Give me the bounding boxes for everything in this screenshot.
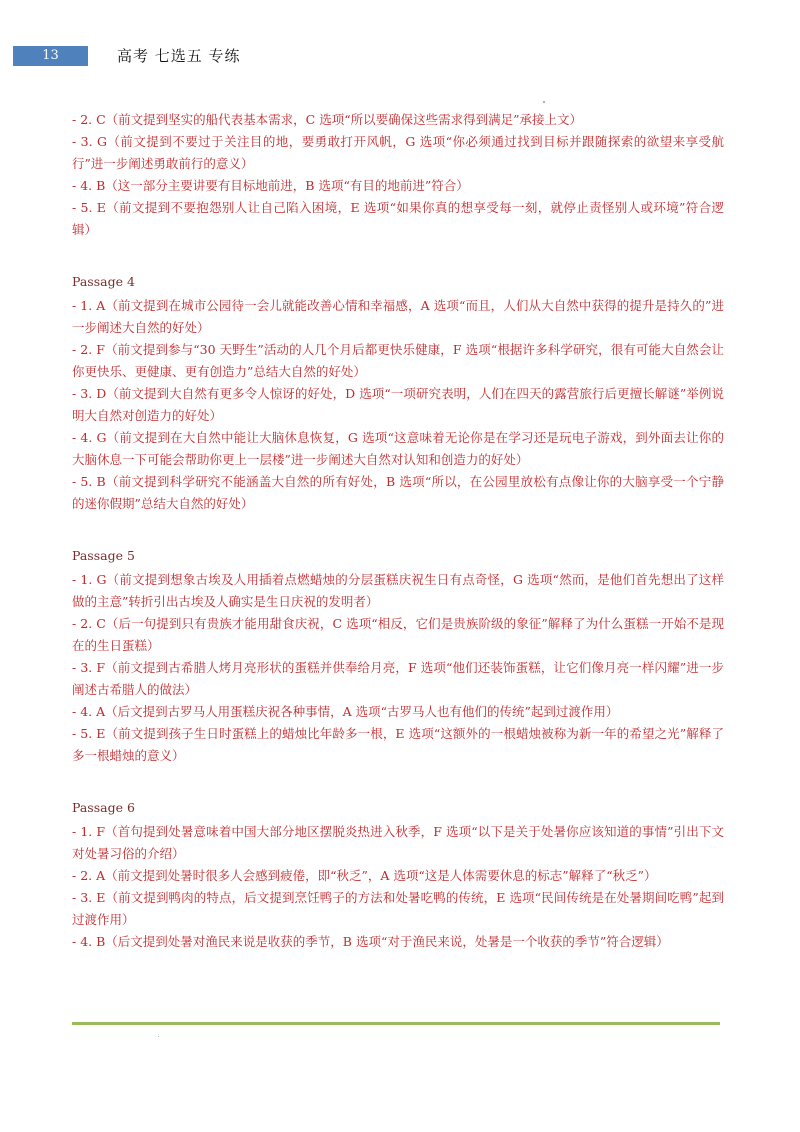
answer-item: - 2. F（前文提到参与“30 天野生”活动的人几个月后都更快乐健康，F 选项“根据许多科学研究，很有可能大自然会让你更快乐、更健康、更有创造力”总结大自然的好处） [72,342,724,379]
passage-title: Passage 4 [72,274,135,289]
answer-item: - 1. G（前文提到想象古埃及人用插着点燃蜡烛的分层蛋糕庆祝生日有点奇怪，G 选项“然而，是他们首先想出了这样做的主意”转折引出古埃及人确实是生日庆祝的发明者） [72,572,724,609]
page-number: 13 [13,46,88,66]
decorative-dot [158,1036,159,1037]
answer-item: - 2. A（前文提到处暑时很多人会感到疲倦，即“秋乏”，A 选项“这是人体需要休息的标志”解释了“秋乏”） [72,868,657,883]
section-passage-3-continued [72,109,724,241]
answer-item: - 2. C（前文提到坚实的船代表基本需求，C 选项“所以要确保这些需求得到满足”承接上文） [72,112,582,127]
answer-item: - 4. A（后文提到古罗马人用蛋糕庆祝各种事情，A 选项“古罗马人也有他们的传统”起到过渡作用） [72,704,619,719]
passage-title: Passage 5 [72,548,135,563]
section-passage-5 [72,545,724,767]
footer-divider [72,1022,720,1025]
answer-item: - 2. C（后一句提到只有贵族才能用甜食庆祝，C 选项“相反，它们是贵族阶级的象征”解释了为什么蛋糕一开始不是现在的生日蛋糕） [72,616,724,653]
section-passage-4 [72,271,724,515]
page-header [0,46,800,66]
answer-item: - 1. A（前文提到在城市公园待一会儿就能改善心情和幸福感，A 选项“而且，人们从大自然中获得的提升是持久的”进一步阐述大自然的好处） [72,298,724,335]
answer-item: - 3. G（前文提到不要过于关注目的地，要勇敢打开风帆，G 选项“你必须通过找到目标并跟随探索的欲望来享受航行”进一步阐述勇敢前行的意义） [72,134,724,171]
page-title: 高考 七选五 专练 [117,47,241,65]
passage-title: Passage 6 [72,800,135,815]
decorative-dot [543,101,545,103]
answer-item: - 5. E（前文提到不要抱怨别人让自己陷入困境，E 选项“如果你真的想享受每一刻，就停止责怪别人或环境”符合逻辑） [72,200,724,237]
answer-item: - 3. F（前文提到古希腊人烤月亮形状的蛋糕并供奉给月亮，F 选项“他们还装饰蛋糕，让它们像月亮一样闪耀”进一步阐述古希腊人的做法） [72,660,724,697]
answer-item: - 1. F（首句提到处暑意味着中国大部分地区摆脱炎热进入秋季，F 选项“以下是关于处暑你应该知道的事情”引出下文对处暑习俗的介绍） [72,824,724,861]
answer-content [72,109,724,953]
answer-item: - 5. E（前文提到孩子生日时蛋糕上的蜡烛比年龄多一根，E 选项“这额外的一根蜡烛被称为新一年的希望之光”解释了多一根蜡烛的意义） [72,726,724,763]
answer-item: - 4. G（前文提到在大自然中能让大脑休息恢复，G 选项“这意味着无论你是在学习还是玩电子游戏，到外面去让你的大脑休息一下可能会帮助你更上一层楼”进一步阐述大自然对认知和创造力的好处） [72,430,724,467]
answer-item: - 3. E（前文提到鸭肉的特点，后文提到烹饪鸭子的方法和处暑吃鸭的传统，E 选项“民间传统是在处暑期间吃鸭”起到过渡作用） [72,890,724,927]
section-passage-6 [72,797,724,953]
answer-item: - 5. B（前文提到科学研究不能涵盖大自然的所有好处，B 选项“所以，在公园里放松有点像让你的大脑享受一个宁静的迷你假期”总结大自然的好处） [72,474,724,511]
answer-item: - 4. B（这一部分主要讲要有目标地前进，B 选项“有目的地前进”符合） [72,178,469,193]
answer-item: - 3. D（前文提到大自然有更多令人惊讶的好处，D 选项“一项研究表明，人们在四天的露营旅行后更擅长解谜”举例说明大自然对创造力的好处） [72,386,724,423]
answer-item: - 4. B（后文提到处暑对渔民来说是收获的季节，B 选项“对于渔民来说，处暑是一个收获的季节”符合逻辑） [72,934,669,949]
